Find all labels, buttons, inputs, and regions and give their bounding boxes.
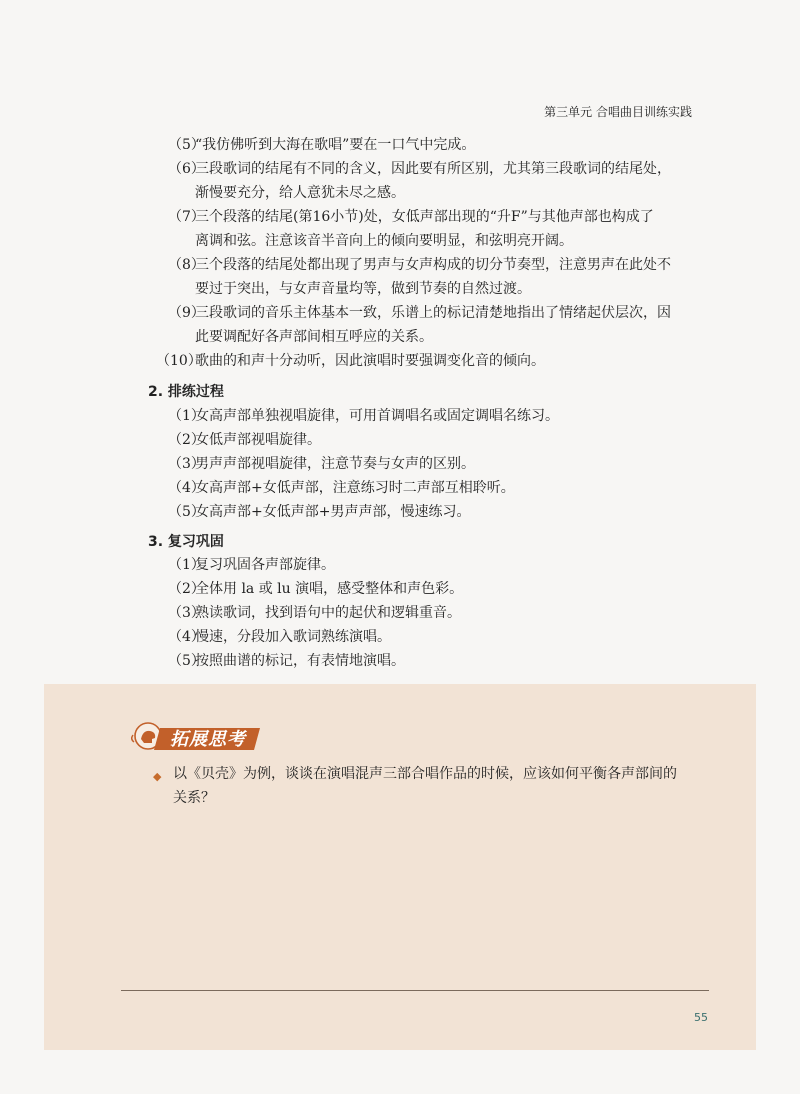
note-text: 三段歌词的结尾有不同的含义，因此要有所区别，尤其第三段歌词的结尾处， [195,161,671,177]
list-number: （2） [168,581,205,597]
note-text: 三个段落的结尾处都出现了男声与女声构成的切分节奏型，注意男声在此处不 [195,257,671,273]
list-text: 女高声部+女低声部，注意练习时二声部互相聆听。 [195,480,515,496]
list-number: （5） [168,504,205,520]
note-number: （9） [168,305,205,321]
list-text: 全体用 la 或 lu 演唱，感受整体和声色彩。 [195,581,464,597]
list-number: （2） [168,432,205,448]
note-text-continued: 离调和弦。注意该音半音向上的倾向要明显，和弦明亮开阔。 [195,233,573,249]
note-text: 三个段落的结尾(第16小节)处，女低声部出现的“升F”与其他声部也构成了 [195,209,654,225]
section-title-rehearsal: 2. 排练过程 [148,384,224,400]
list-number: （5） [168,653,205,669]
note-text: 歌曲的和声十分动听，因此演唱时要强调变化音的倾向。 [195,353,545,369]
list-text: 女低声部视唱旋律。 [195,432,321,448]
expand-thinking-badge [126,720,266,752]
note-number: （7） [168,209,205,225]
list-text: 复习巩固各声部旋律。 [195,557,335,573]
note-text-continued: 要过于突出，与女声音量均等，做到节奏的自然过渡。 [195,281,531,297]
diamond-bullet-icon: ◆ [153,770,162,783]
note-number: （6） [168,161,205,177]
note-number: （8） [168,257,205,273]
list-number: （1） [168,557,205,573]
list-number: （1） [168,408,205,424]
running-header: 第三单元 合唱曲目训练实践 [544,105,692,119]
question-text: 以《贝壳》为例，谈谈在演唱混声三部合唱作品的时候，应该如何平衡各声部间的 [173,766,677,782]
page-number: 55 [694,1011,708,1024]
question-text-continued: 关系？ [173,790,215,806]
list-number: （4） [168,629,205,645]
note-text-continued: 渐慢要充分，给人意犹未尽之感。 [195,185,405,201]
list-text: 慢速，分段加入歌词熟练演唱。 [195,629,391,645]
list-text: 女高声部+女低声部+男声声部，慢速练习。 [195,504,471,520]
section-title-review: 3. 复习巩固 [148,534,224,550]
list-text: 按照曲谱的标记，有表情地演唱。 [195,653,405,669]
note-number: （5） [168,137,205,153]
list-number: （3） [168,456,205,472]
footer-divider [121,990,709,991]
list-number: （3） [168,605,205,621]
note-text: 三段歌词的音乐主体基本一致，乐谱上的标记清楚地指出了情绪起伏层次，因 [195,305,671,321]
list-text: 女高声部单独视唱旋律，可用首调唱名或固定调唱名练习。 [195,408,559,424]
note-text-continued: 此要调配好各声部间相互呼应的关系。 [195,329,433,345]
list-text: 男声声部视唱旋律，注意节奏与女声的区别。 [195,456,475,472]
note-number: （10） [156,353,202,369]
badge-label: 拓展思考 [170,729,246,750]
note-text: “我仿佛听到大海在歌唱”要在一口气中完成。 [195,137,476,153]
list-text: 熟读歌词，找到语句中的起伏和逻辑重音。 [195,605,461,621]
list-number: （4） [168,480,205,496]
expand-thinking-panel [44,684,756,1050]
